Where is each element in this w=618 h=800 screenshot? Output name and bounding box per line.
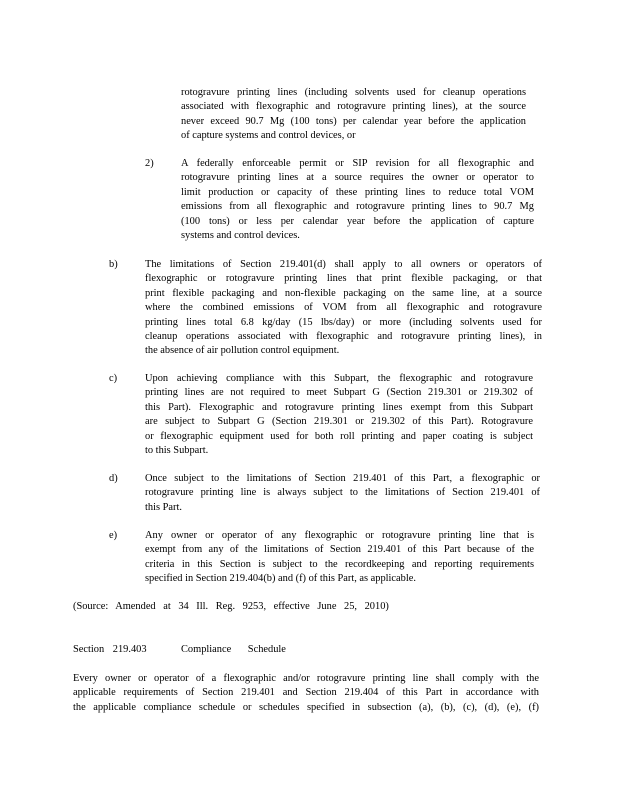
text-line: emissions from all flexographic and rotogravure printing lines to 90.7 Mg — [181, 201, 534, 213]
text-line: rotogravure printing line is always subject to the limitations of Section 219.401 of — [145, 487, 540, 499]
text-line: printing lines are not required to meet Subpart G (Section 219.301 or 219.302 of — [145, 387, 533, 399]
text-line: The limitations of Section 219.401(d) shall apply to all owners or operators of — [145, 259, 542, 270]
item-e-text — [145, 529, 534, 587]
text-line: cleanup operations associated with flexographic and rotogravure printing lines), in — [145, 331, 542, 343]
text-line: Once subject to the limitations of Section 219.401 of this Part, a flexographic or — [145, 473, 540, 484]
text-line: this Part. — [145, 501, 182, 513]
text-line: rotogravure printing lines at a source requires the owner or operator to — [181, 172, 534, 184]
text-line: or flexographic equipment used for both roll printing and paper coating is subject — [145, 430, 533, 442]
text-line: printing lines total 6.8 kg/day (15 lbs/day) or more (including solvents used for — [145, 316, 542, 328]
text-line: Every owner or operator of a flexographic and/or rotogravure printing line shall comply with the — [73, 673, 539, 684]
text-line: are subject to Subpart G (Section 219.301 or 219.302 of this Part). Rotogravure — [145, 416, 533, 428]
text-line: (100 tons) or less per calendar year before the application of capture — [181, 215, 534, 227]
text-line: exempt from any of the limitations of Section 219.401 of this Part because of the — [145, 544, 534, 556]
text-line: flexographic or rotogravure printing lines that print flexible packaging, or that — [145, 273, 542, 285]
text-line: rotogravure printing lines (including solvents used for cleanup operations — [181, 87, 526, 98]
item-c-marker: c) — [109, 373, 118, 384]
text-line: A federally enforceable permit or SIP revision for all flexographic and — [181, 158, 534, 169]
text-line: print flexible packaging and non-flexible packaging on the same line, at a source — [145, 287, 542, 299]
section-number: Section 219.403 — [73, 644, 147, 655]
text-line: of capture systems and control devices, or — [181, 130, 356, 142]
text-line: associated with flexographic and rotogravure printing lines), at the source — [181, 101, 526, 113]
text-line: Any owner or operator of any flexographic or rotogravure printing line that is — [145, 530, 534, 541]
item-b-text — [145, 258, 542, 359]
text-line: where the combined emissions of VOM from all flexographic and rotogravure — [145, 302, 542, 314]
text-line: criteria in this Section is subject to the recordkeeping and reporting requirements — [145, 558, 534, 570]
text-line: limit production or capacity of these printing lines to reduce total VOM — [181, 186, 534, 198]
item-d-text — [145, 472, 540, 515]
text-line: to this Subpart. — [145, 445, 209, 457]
text-line: the applicable compliance schedule or schedules specified in subsection (a), (b), (c), (d), (e), (f) — [73, 701, 539, 713]
item-2-marker: 2) — [145, 158, 154, 169]
item-e-marker: e) — [109, 530, 118, 541]
section-body — [73, 672, 539, 715]
item-c-text — [145, 372, 533, 458]
item-2-text — [181, 157, 534, 243]
item-b-marker: b) — [109, 259, 118, 270]
text-line: systems and control devices. — [181, 230, 300, 242]
text-line: never exceed 90.7 Mg (100 tons) per calendar year before the application — [181, 115, 526, 127]
text-line: specified in Section 219.404(b) and (f) of this Part, as applicable. — [145, 573, 416, 585]
item-1-continuation — [181, 86, 526, 144]
text-line: this Part). Flexographic and rotogravure printing lines exempt from this Subpart — [145, 401, 533, 413]
text-line: applicable requirements of Section 219.401 and Section 219.404 of this Part in accordance with — [73, 687, 539, 699]
text-line: Upon achieving compliance with this Subpart, the flexographic and rotogravure — [145, 373, 533, 384]
item-d-marker: d) — [109, 473, 118, 484]
source-note: (Source: Amended at 34 Ill. Reg. 9253, effective June 25, 2010) — [73, 601, 389, 612]
text-line: the absence of air pollution control equipment. — [145, 345, 340, 357]
section-title: Compliance Schedule — [181, 644, 286, 655]
